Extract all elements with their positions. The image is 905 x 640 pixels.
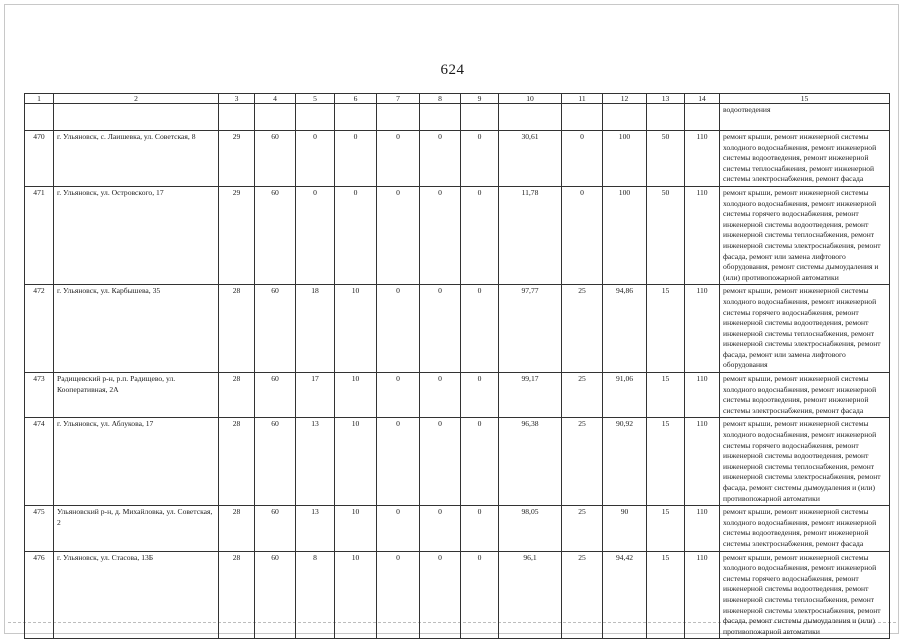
empty-cell: [685, 104, 720, 131]
column-number: 11: [562, 94, 603, 104]
row-number: 470: [25, 131, 54, 187]
col7-cell: 0: [377, 373, 420, 418]
col4-cell: 60: [255, 285, 296, 373]
col5-cell: 0: [296, 186, 335, 284]
col3-cell: 28: [219, 551, 255, 639]
column-number: 9: [461, 94, 499, 104]
empty-cell: [377, 104, 420, 131]
table-row: [25, 131, 890, 187]
col8-cell: 0: [420, 506, 461, 551]
works-cell: ремонт крыши, ремонт инженерной системы холодного водоснабжения, ремонт инженерной системы водоотведения, ремонт инженерной системы теплоснабжения, ремонт инженерной системы электроснабжения, ремонт фасада: [720, 131, 890, 187]
col9-cell: 0: [461, 131, 499, 187]
col12-cell: 90,92: [603, 418, 647, 506]
table-row: [25, 373, 890, 418]
col5-cell: 8: [296, 551, 335, 639]
col14-cell: 110: [685, 131, 720, 187]
column-number: 14: [685, 94, 720, 104]
empty-cell: [420, 104, 461, 131]
col10-cell: 11,78: [499, 186, 562, 284]
col6-cell: 10: [335, 418, 377, 506]
col4-cell: 60: [255, 551, 296, 639]
col4-cell: 60: [255, 373, 296, 418]
col11-cell: 0: [562, 131, 603, 187]
page-number: 624: [440, 62, 465, 78]
col3-cell: 28: [219, 285, 255, 373]
col3-cell: 28: [219, 418, 255, 506]
empty-cell: [603, 104, 647, 131]
col13-cell: 15: [647, 551, 685, 639]
col4-cell: 60: [255, 418, 296, 506]
address-cell: Ульяновский р-н, д. Михайловка, ул. Советская, 2: [54, 506, 219, 551]
empty-cell: [647, 104, 685, 131]
col6-cell: 10: [335, 285, 377, 373]
col10-cell: 98,05: [499, 506, 562, 551]
col12-cell: 100: [603, 131, 647, 187]
column-number: 3: [219, 94, 255, 104]
col8-cell: 0: [420, 285, 461, 373]
col5-cell: 0: [296, 131, 335, 187]
col4-cell: 60: [255, 186, 296, 284]
address-cell: г. Ульяновск, ул. Островского, 17: [54, 186, 219, 284]
register-table: [24, 93, 890, 639]
col3-cell: 28: [219, 373, 255, 418]
table-row: [25, 186, 890, 284]
col11-cell: 25: [562, 551, 603, 639]
col11-cell: 0: [562, 186, 603, 284]
col6-cell: 10: [335, 551, 377, 639]
empty-cell: [219, 104, 255, 131]
col13-cell: 15: [647, 418, 685, 506]
col13-cell: 50: [647, 186, 685, 284]
col10-cell: 99,17: [499, 373, 562, 418]
col3-cell: 29: [219, 131, 255, 187]
address-cell: г. Ульяновск, ул. Карбышева, 35: [54, 285, 219, 373]
col8-cell: 0: [420, 131, 461, 187]
col7-cell: 0: [377, 418, 420, 506]
col9-cell: 0: [461, 285, 499, 373]
col7-cell: 0: [377, 131, 420, 187]
col5-cell: 13: [296, 418, 335, 506]
empty-cell: [335, 104, 377, 131]
works-cell: ремонт крыши, ремонт инженерной системы холодного водоснабжения, ремонт инженерной системы горячего водоснабжения, ремонт инженерной системы водоотведения, ремонт инженерной системы теплоснабжения, ремонт инженерной системы электроснабжения, ремонт фасада, ремонт или замена лифтового оборудования, ремонт системы дымоудаления и (или) противопожарной автоматики: [720, 186, 890, 284]
address-cell: г. Ульяновск, с. Лаишевка, ул. Советская, 8: [54, 131, 219, 187]
col13-cell: 15: [647, 373, 685, 418]
col7-cell: 0: [377, 285, 420, 373]
col12-cell: 94,86: [603, 285, 647, 373]
col12-cell: 94,42: [603, 551, 647, 639]
col10-cell: 97,77: [499, 285, 562, 373]
row-number: 474: [25, 418, 54, 506]
col7-cell: 0: [377, 506, 420, 551]
works-cell: ремонт крыши, ремонт инженерной системы холодного водоснабжения, ремонт инженерной системы горячего водоснабжения, ремонт инженерной системы водоотведения, ремонт инженерной системы теплоснабжения, ремонт инженерной системы электроснабжения, ремонт фасада, ремонт системы дымоудаления и (или) противопожарной автоматики: [720, 551, 890, 639]
col7-cell: 0: [377, 186, 420, 284]
address-cell: Радищевский р-н, р.п. Радищево, ул. Кооперативная, 2А: [54, 373, 219, 418]
col5-cell: 18: [296, 285, 335, 373]
works-cell: ремонт крыши, ремонт инженерной системы холодного водоснабжения, ремонт инженерной системы горячего водоснабжения, ремонт инженерной системы водоотведения, ремонт инженерной системы теплоснабжения, ремонт инженерной системы электроснабжения, ремонт фасада, ремонт системы дымоудаления и (или) противопожарной автоматики: [720, 418, 890, 506]
col9-cell: 0: [461, 418, 499, 506]
col14-cell: 110: [685, 506, 720, 551]
col8-cell: 0: [420, 186, 461, 284]
col9-cell: 0: [461, 186, 499, 284]
column-number: 8: [420, 94, 461, 104]
col5-cell: 17: [296, 373, 335, 418]
col3-cell: 29: [219, 186, 255, 284]
col7-cell: 0: [377, 551, 420, 639]
row-number: 475: [25, 506, 54, 551]
col13-cell: 15: [647, 285, 685, 373]
empty-cell: [461, 104, 499, 131]
address-cell: г. Ульяновск, ул. Стасова, 13Б: [54, 551, 219, 639]
col12-cell: 90: [603, 506, 647, 551]
col14-cell: 110: [685, 186, 720, 284]
col13-cell: 50: [647, 131, 685, 187]
col6-cell: 0: [335, 186, 377, 284]
column-number: 10: [499, 94, 562, 104]
empty-cell: [296, 104, 335, 131]
column-number: 2: [54, 94, 219, 104]
col14-cell: 110: [685, 373, 720, 418]
col12-cell: 91,06: [603, 373, 647, 418]
col11-cell: 25: [562, 285, 603, 373]
empty-cell: [562, 104, 603, 131]
col8-cell: 0: [420, 373, 461, 418]
col11-cell: 25: [562, 373, 603, 418]
col6-cell: 10: [335, 373, 377, 418]
table-row: [25, 551, 890, 639]
col12-cell: 100: [603, 186, 647, 284]
col9-cell: 0: [461, 506, 499, 551]
works-cell: ремонт крыши, ремонт инженерной системы холодного водоснабжения, ремонт инженерной системы водоотведения, ремонт инженерной системы электроснабжения, ремонт фасада: [720, 373, 890, 418]
col4-cell: 60: [255, 131, 296, 187]
empty-cell: [54, 104, 219, 131]
column-number: 12: [603, 94, 647, 104]
column-number: 13: [647, 94, 685, 104]
table-row: [25, 418, 890, 506]
works-cell: ремонт крыши, ремонт инженерной системы холодного водоснабжения, ремонт инженерной системы горячего водоснабжения, ремонт инженерной системы водоотведения, ремонт инженерной системы теплоснабжения, ремонт инженерной системы электроснабжения, ремонт фасада, ремонт или замена лифтового оборудования: [720, 285, 890, 373]
row-number: 471: [25, 186, 54, 284]
column-number: 4: [255, 94, 296, 104]
continuation-text: водоотведения: [720, 104, 890, 131]
col5-cell: 13: [296, 506, 335, 551]
col11-cell: 25: [562, 418, 603, 506]
col10-cell: 96,1: [499, 551, 562, 639]
works-cell: ремонт крыши, ремонт инженерной системы холодного водоснабжения, ремонт инженерной системы водоотведения, ремонт инженерной системы электроснабжения, ремонт фасада: [720, 506, 890, 551]
row-number: 472: [25, 285, 54, 373]
col10-cell: 30,61: [499, 131, 562, 187]
col14-cell: 110: [685, 418, 720, 506]
column-number: 15: [720, 94, 890, 104]
table-row: [25, 285, 890, 373]
col11-cell: 25: [562, 506, 603, 551]
column-number: 6: [335, 94, 377, 104]
row-number: 476: [25, 551, 54, 639]
empty-cell: [255, 104, 296, 131]
empty-cell: [499, 104, 562, 131]
col3-cell: 28: [219, 506, 255, 551]
table-row: [25, 506, 890, 551]
address-cell: г. Ульяновск, ул. Аблукова, 17: [54, 418, 219, 506]
column-number: 5: [296, 94, 335, 104]
col4-cell: 60: [255, 506, 296, 551]
col8-cell: 0: [420, 418, 461, 506]
col6-cell: 10: [335, 506, 377, 551]
col14-cell: 110: [685, 551, 720, 639]
column-number-row: [25, 94, 890, 104]
column-number: 7: [377, 94, 420, 104]
col13-cell: 15: [647, 506, 685, 551]
col8-cell: 0: [420, 551, 461, 639]
col10-cell: 96,38: [499, 418, 562, 506]
col9-cell: 0: [461, 373, 499, 418]
row-number: 473: [25, 373, 54, 418]
continuation-row: [25, 104, 890, 131]
col14-cell: 110: [685, 285, 720, 373]
col6-cell: 0: [335, 131, 377, 187]
col9-cell: 0: [461, 551, 499, 639]
empty-cell: [25, 104, 54, 131]
column-number: 1: [25, 94, 54, 104]
